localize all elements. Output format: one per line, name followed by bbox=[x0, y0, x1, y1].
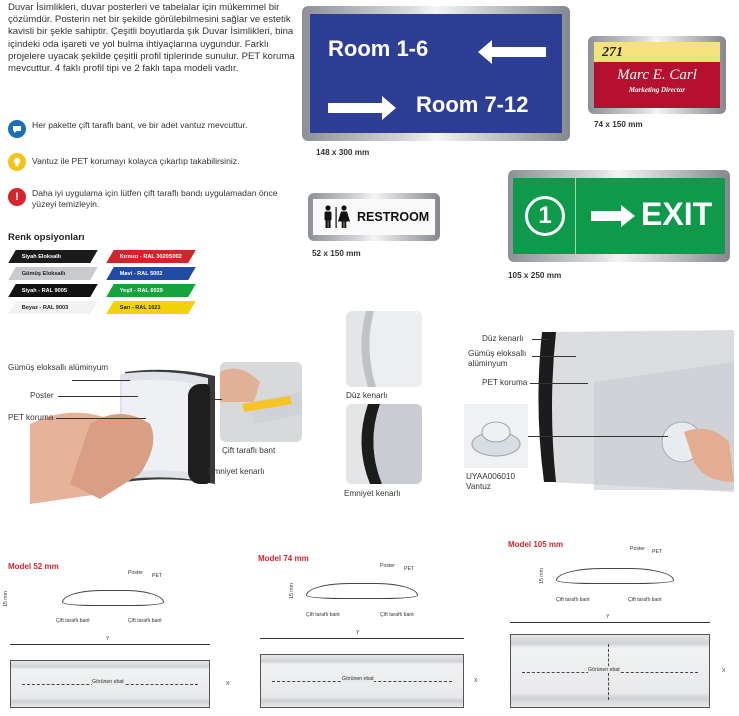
swatch-blue-ral: Mavi - RAL 5002 bbox=[106, 267, 196, 280]
model-52-y: Y bbox=[106, 636, 110, 642]
room-sign bbox=[302, 6, 570, 141]
model-74-title: Model 74 mm bbox=[258, 554, 309, 563]
info-bubble-icon bbox=[8, 120, 26, 138]
name-sign-number: 271 bbox=[602, 45, 623, 60]
label-r-flat-edge: Düz kenarlı bbox=[482, 334, 524, 343]
model-74-height: 15 mm bbox=[288, 583, 295, 599]
swatch-yellow-ral: Sarı - RAL 1021 bbox=[106, 301, 196, 314]
room-sign-line1: Room 1-6 bbox=[328, 36, 429, 61]
restroom-sign-text: RESTROOM bbox=[357, 210, 430, 224]
model-105-pet: PET bbox=[652, 549, 663, 555]
name-sign-role: Marketing Director bbox=[628, 86, 686, 94]
name-sign-name: Marc E. Carl bbox=[617, 67, 697, 83]
exit-sign bbox=[508, 170, 730, 262]
model-105-poster: Poster bbox=[630, 546, 645, 552]
flat-edge-photo bbox=[346, 311, 422, 387]
model-52-profile bbox=[62, 590, 164, 606]
tip-package bbox=[8, 120, 288, 138]
exit-sign-text: EXIT bbox=[641, 196, 713, 232]
tape-photo bbox=[220, 362, 302, 442]
sign-closeup-photo bbox=[534, 322, 734, 500]
label-silver-anodized: Gümüş eloksallı alüminyum bbox=[8, 363, 109, 372]
swatch-white-ral: Beyaz - RAL 9003 bbox=[8, 301, 98, 314]
model-74-tape-right: Çift taraflı bant bbox=[380, 612, 414, 618]
model-52-tape-left: Çift taraflı bant bbox=[56, 618, 90, 624]
model-105-tape-right: Çift taraflı bant bbox=[628, 597, 662, 603]
safety-edge-profile bbox=[188, 384, 210, 484]
model-74-profile bbox=[306, 583, 418, 599]
room-sign-line2: Room 7-12 bbox=[416, 92, 529, 117]
name-sign bbox=[588, 36, 726, 114]
tip-sucker bbox=[8, 153, 288, 171]
exit-sign-divider bbox=[575, 178, 576, 254]
room-sign-caption: 148 x 300 mm bbox=[316, 148, 370, 157]
model-74-pet: PET bbox=[404, 566, 415, 572]
model-105-profile bbox=[556, 568, 674, 584]
model-105-y: Y bbox=[606, 614, 610, 620]
room-sign-poster bbox=[310, 14, 562, 133]
model-52-x: X bbox=[226, 681, 230, 687]
model-52-tape-right: Çift taraflı bant bbox=[128, 618, 162, 624]
swatch-red-ral: Kırmızı - RAL 3020S002 bbox=[106, 250, 196, 263]
restroom-people-icon bbox=[321, 205, 351, 229]
label-r-silver: Gümüş eloksallı alüminyum bbox=[468, 349, 527, 368]
restroom-sign-poster bbox=[313, 199, 435, 235]
arrow-left-icon bbox=[478, 40, 546, 69]
label-safety-edge-2: Emniyet kenarlı bbox=[344, 489, 401, 498]
model-52-title: Model 52 mm bbox=[8, 562, 59, 571]
model-74-poster: Poster bbox=[380, 563, 395, 569]
exit-sign-number: 1 bbox=[525, 196, 565, 236]
model-105-x: X bbox=[722, 668, 726, 674]
model-52-height: 15 mm bbox=[2, 591, 9, 607]
safety-edge-photo bbox=[346, 404, 422, 484]
label-flat-edge: Düz kenarlı bbox=[346, 391, 388, 400]
label-r-pet: PET koruma bbox=[482, 378, 528, 387]
model-105-visible: Görünen ebat bbox=[588, 667, 620, 673]
model-52-pet: PET bbox=[152, 573, 163, 579]
model-105-height: 15 mm bbox=[538, 568, 545, 584]
label-safety-edge: Emniyet kenarlı bbox=[208, 467, 265, 476]
arrow-right-icon bbox=[591, 205, 635, 232]
tip-clean bbox=[8, 188, 288, 210]
arrow-right-icon bbox=[328, 96, 396, 125]
sucker-photo bbox=[464, 404, 528, 468]
restroom-sign-caption: 52 x 150 mm bbox=[312, 249, 361, 258]
model-52-visible: Görünen ebat bbox=[92, 679, 124, 685]
name-sign-caption: 74 x 150 mm bbox=[594, 120, 643, 129]
swatch-green-ral: Yeşil - RAL 6029 bbox=[106, 284, 196, 297]
tip-text: Vantuz ile PET korumayı kolayca çıkartıp takabilirsiniz. bbox=[32, 156, 240, 166]
label-tape: Çift taraflı bant bbox=[222, 446, 276, 455]
name-sign-number-bar bbox=[594, 42, 720, 62]
exclamation-icon: ! bbox=[8, 188, 26, 206]
restroom-sign bbox=[308, 193, 440, 241]
swatch-silver-anodized: Gümüş Eloksallı bbox=[8, 267, 98, 280]
tip-text: Her pakette çift taraflı bant, ve bir adet vantuz mevcuttur. bbox=[32, 120, 248, 130]
label-poster: Poster bbox=[30, 391, 54, 400]
swatch-black-ral: Siyah - RAL 9005 bbox=[8, 284, 98, 297]
model-105-tape-left: Çift taraflı bant bbox=[556, 597, 590, 603]
lightbulb-icon bbox=[8, 153, 26, 171]
model-74-y: Y bbox=[356, 630, 360, 636]
tip-text: Daha iyi uygulama için lütfen çift taraflı bandı uygulamadan önce yüzeyi temizleyin. bbox=[32, 188, 278, 209]
model-74-x: X bbox=[474, 678, 478, 684]
model-74-tape-left: Çift taraflı bant bbox=[306, 612, 340, 618]
intro-text: Duvar İsimlikleri, duvar posterleri ve tabelalar için mükemmel bir çözümdür. Posterin net bir şekilde görülebilmesini sağlar ve estetik kavisli bir şekle sahiptir. Çeşitli boyutlarda şık Duvar İsimlikleri, bina içindeki oda işareti ve yol bulma ihtiyaçlarına uygundur. Farklı projelere uyacak şekilde çeşitli profil tiplerinde sunulur. PET koruma mevcuttur. 4 faklı profil tipi ve 2 faklı tapa modeli vadır. bbox=[8, 2, 295, 75]
model-105-title: Model 105 mm bbox=[508, 540, 564, 549]
label-sucker: Vantuz bbox=[466, 482, 491, 491]
name-sign-poster bbox=[594, 42, 720, 108]
exit-sign-caption: 105 x 250 mm bbox=[508, 271, 562, 280]
color-options-title: Renk opsiyonları bbox=[8, 232, 85, 243]
label-sucker-code: UYAA006010 bbox=[466, 472, 516, 481]
swatch-black-anodized: Siyah Eloksallı bbox=[8, 250, 98, 263]
exit-sign-poster bbox=[513, 178, 725, 254]
model-74-visible: Görünen ebat bbox=[342, 676, 374, 682]
model-52-poster: Poster bbox=[128, 570, 143, 576]
label-pet: PET koruma bbox=[8, 413, 54, 422]
